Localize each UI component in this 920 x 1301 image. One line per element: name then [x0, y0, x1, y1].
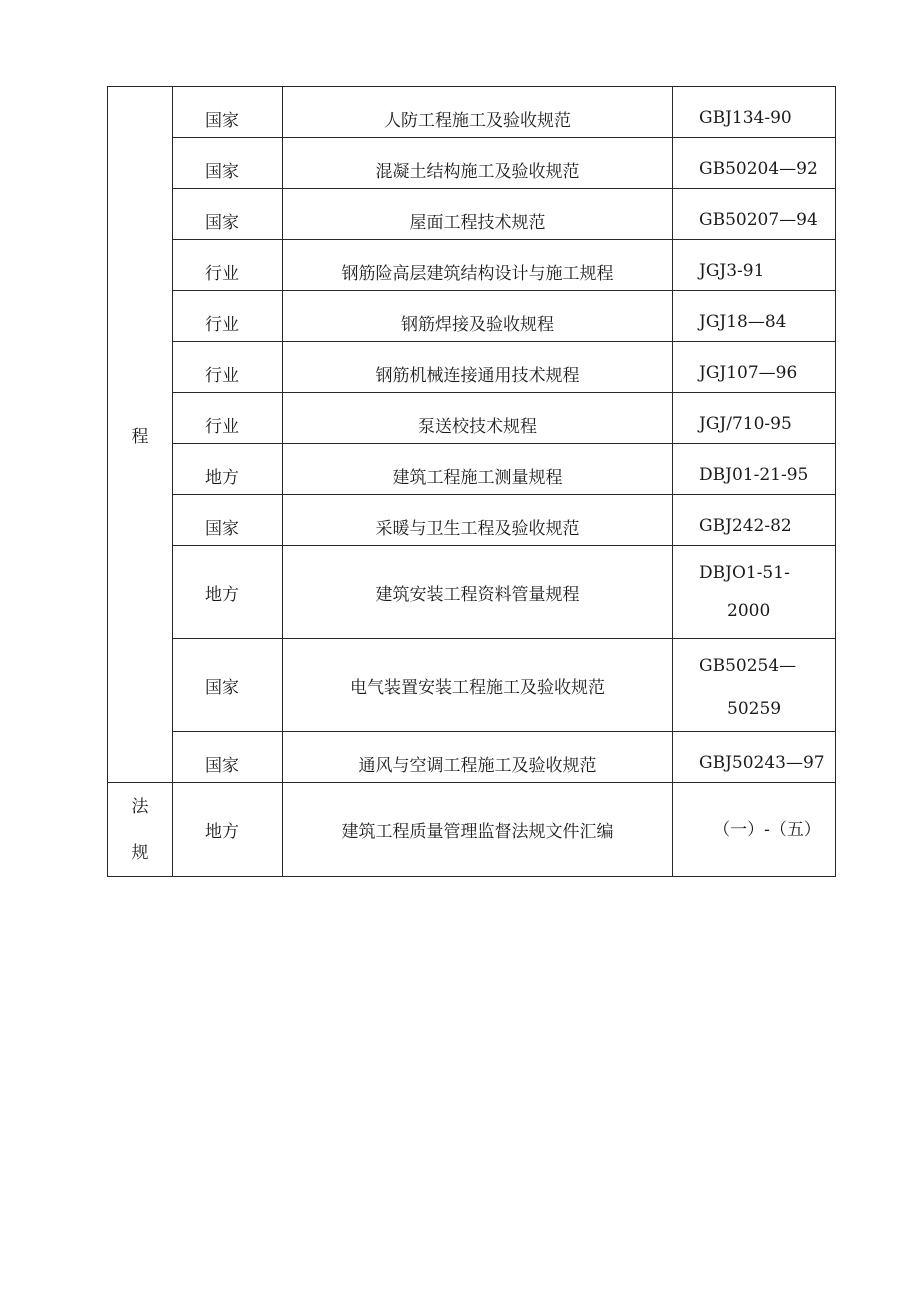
level-cell: 行业 — [173, 291, 283, 342]
table-row — [108, 240, 836, 291]
standards-table — [107, 86, 836, 877]
level-cell: 国家 — [173, 189, 283, 240]
table-row — [108, 783, 836, 877]
level-cell: 国家 — [173, 639, 283, 732]
table-row — [108, 291, 836, 342]
level-cell: 地方 — [173, 546, 283, 639]
code-cell: GBJ50243—97 — [673, 732, 836, 783]
level-cell: 国家 — [173, 138, 283, 189]
code-cell: GBJ134-90 — [673, 87, 836, 138]
level-cell: 地方 — [173, 783, 283, 877]
table-row — [108, 138, 836, 189]
code-cell: JGJ3-91 — [673, 240, 836, 291]
table-row — [108, 732, 836, 783]
table-row — [108, 495, 836, 546]
code-cell: （一）-（五） — [673, 783, 836, 877]
level-cell: 国家 — [173, 87, 283, 138]
level-cell: 国家 — [173, 732, 283, 783]
name-cell: 钢筋险高层建筑结构设计与施工规程 — [283, 240, 673, 291]
code-cell: GB50204—92 — [673, 138, 836, 189]
category-line: 规 — [131, 842, 149, 863]
code-line: GB50254— — [699, 656, 797, 676]
code-line: 2000 — [727, 601, 771, 621]
code-cell: JGJ18—84 — [673, 291, 836, 342]
name-cell: 采暖与卫生工程及验收规范 — [283, 495, 673, 546]
name-cell: 电气装置安装工程施工及验收规范 — [283, 639, 673, 732]
table-row — [108, 189, 836, 240]
name-cell: 钢筋焊接及验收规程 — [283, 291, 673, 342]
table-row — [108, 342, 836, 393]
category-cell: 程 — [108, 87, 173, 783]
level-cell: 行业 — [173, 240, 283, 291]
code-line: 50259 — [727, 699, 782, 719]
code-cell: JGJ/710-95 — [673, 393, 836, 444]
name-cell: 通风与空调工程施工及验收规范 — [283, 732, 673, 783]
name-cell: 混凝土结构施工及验收规范 — [283, 138, 673, 189]
name-cell: 人防工程施工及验收规范 — [283, 87, 673, 138]
code-cell: GB50207—94 — [673, 189, 836, 240]
name-cell: 建筑安装工程资料管量规程 — [283, 546, 673, 639]
code-line: DBJO1-51- — [699, 563, 790, 583]
category-line: 法 — [131, 796, 149, 817]
name-cell: 建筑工程质量管理监督法规文件汇编 — [283, 783, 673, 877]
code-cell: GBJ242-82 — [673, 495, 836, 546]
table-row — [108, 444, 836, 495]
level-cell: 行业 — [173, 342, 283, 393]
code-cell — [673, 639, 836, 732]
name-cell: 钢筋机械连接通用技术规程 — [283, 342, 673, 393]
name-cell: 泵送校技术规程 — [283, 393, 673, 444]
name-cell: 屋面工程技术规范 — [283, 189, 673, 240]
name-cell: 建筑工程施工测量规程 — [283, 444, 673, 495]
code-cell: JGJ107—96 — [673, 342, 836, 393]
table-row — [108, 546, 836, 639]
level-cell: 地方 — [173, 444, 283, 495]
code-cell: DBJ01-21-95 — [673, 444, 836, 495]
level-cell: 行业 — [173, 393, 283, 444]
code-cell — [673, 546, 836, 639]
table-row — [108, 87, 836, 138]
category-cell — [108, 783, 173, 877]
table-row — [108, 393, 836, 444]
table-row — [108, 639, 836, 732]
level-cell: 国家 — [173, 495, 283, 546]
